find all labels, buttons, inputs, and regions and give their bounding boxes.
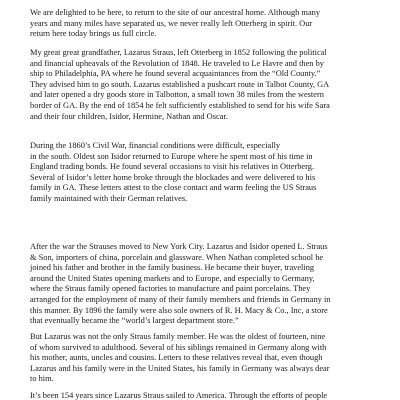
text-line: arranged for the employment of many of their family members and friends in Germany in bbox=[30, 294, 331, 304]
text-line: years and many miles have separated us, we never really left Otterberg in spirit. Our bbox=[30, 18, 313, 28]
text-line: joined his father and brother in the family business. He became their buyer, traveling bbox=[30, 263, 315, 273]
text-line: family in GA. These letters attest to the close contact and warm feeling the US Straus bbox=[30, 183, 317, 193]
text-line: & Son, importers of china, porcelain and glassware. When Nathan completed school he bbox=[30, 252, 324, 262]
paragraph-grandfather bbox=[30, 48, 370, 122]
paragraph-closing-cut-off bbox=[30, 391, 370, 400]
text-line: It’s been 154 years since Lazarus Straus sailed to America. Through the efforts of people bbox=[30, 391, 328, 400]
text-line: and their four children, Isidor, Hermine, Nathan and Oscar. bbox=[30, 111, 228, 121]
paragraph-welcome bbox=[30, 8, 370, 40]
text-line: his mother, aunts, uncles and cousins. Letters to these relatives reveal that, even though bbox=[30, 353, 323, 363]
text-line: They advised him to go south. Lazarus established a pushcart route in Talbot County, GA bbox=[30, 79, 330, 89]
text-line: that eventually became the “world’s largest department store.” bbox=[30, 316, 239, 326]
paragraph-family-members bbox=[30, 332, 370, 385]
paragraph-civil-war bbox=[30, 141, 370, 205]
text-line: Several of Isidor’s letter home broke through the blockades and were delivered to his bbox=[30, 172, 316, 182]
text-line: this manner. By 1896 the family were also sole owners of R. H. Macy & Co., Inc, a store bbox=[30, 305, 328, 315]
text-line: where the Straus family opened factories to manufacture and paint porcelains. They bbox=[30, 284, 311, 294]
text-line: My great great grandfather, Lazarus Straus, left Otterberg in 1852 following the political bbox=[30, 48, 327, 57]
text-line: England trading bonds. He found several occasions to visit his relatives in Otterberg. bbox=[30, 162, 315, 172]
text-line: to him. bbox=[30, 374, 54, 384]
paragraph-new-york bbox=[30, 242, 370, 327]
text-line: of whom survived to adulthood. Several of his siblings remained in Germany along with bbox=[30, 342, 327, 352]
text-line: and later opened a dry goods store in Talbotton, a small town 38 miles from the western bbox=[30, 90, 324, 100]
text-line: After the war the Strauses moved to New York City. Lazarus and Isidor opened L. Straus bbox=[30, 242, 328, 251]
text-line: in the south. Oldest son Isidor returned to Europe where he spent most of his time in bbox=[30, 151, 313, 161]
text-line: and financial upheavals of the Revolution of 1848. He traveled to Le Havre and then by bbox=[30, 58, 324, 68]
text-line: We are delighted to be here, to return to the site of our ancestral home. Although many bbox=[30, 8, 321, 17]
text-line: around the United States opening markets and to Europe, and especially to Germany, bbox=[30, 273, 315, 283]
text-line: Lazarus and his family were in the United States, his family in Germany was always dear bbox=[30, 363, 330, 373]
text-line: During the 1860’s Civil War, financial conditions were difficult, especially bbox=[30, 141, 281, 150]
text-line: ship to Philadelphia, PA where he found several acquaintances from the “Old County.” bbox=[30, 69, 321, 79]
text-line: But Lazarus was not the only Straus family member. He was the oldest of fourteen, nine bbox=[30, 332, 326, 341]
text-line: border of GA. By the end of 1854 he felt sufficiently established to send for his wife Sara bbox=[30, 100, 330, 110]
text-line: family maintained with their German relatives. bbox=[30, 193, 188, 203]
text-line: return here today brings us full circle. bbox=[30, 29, 157, 39]
